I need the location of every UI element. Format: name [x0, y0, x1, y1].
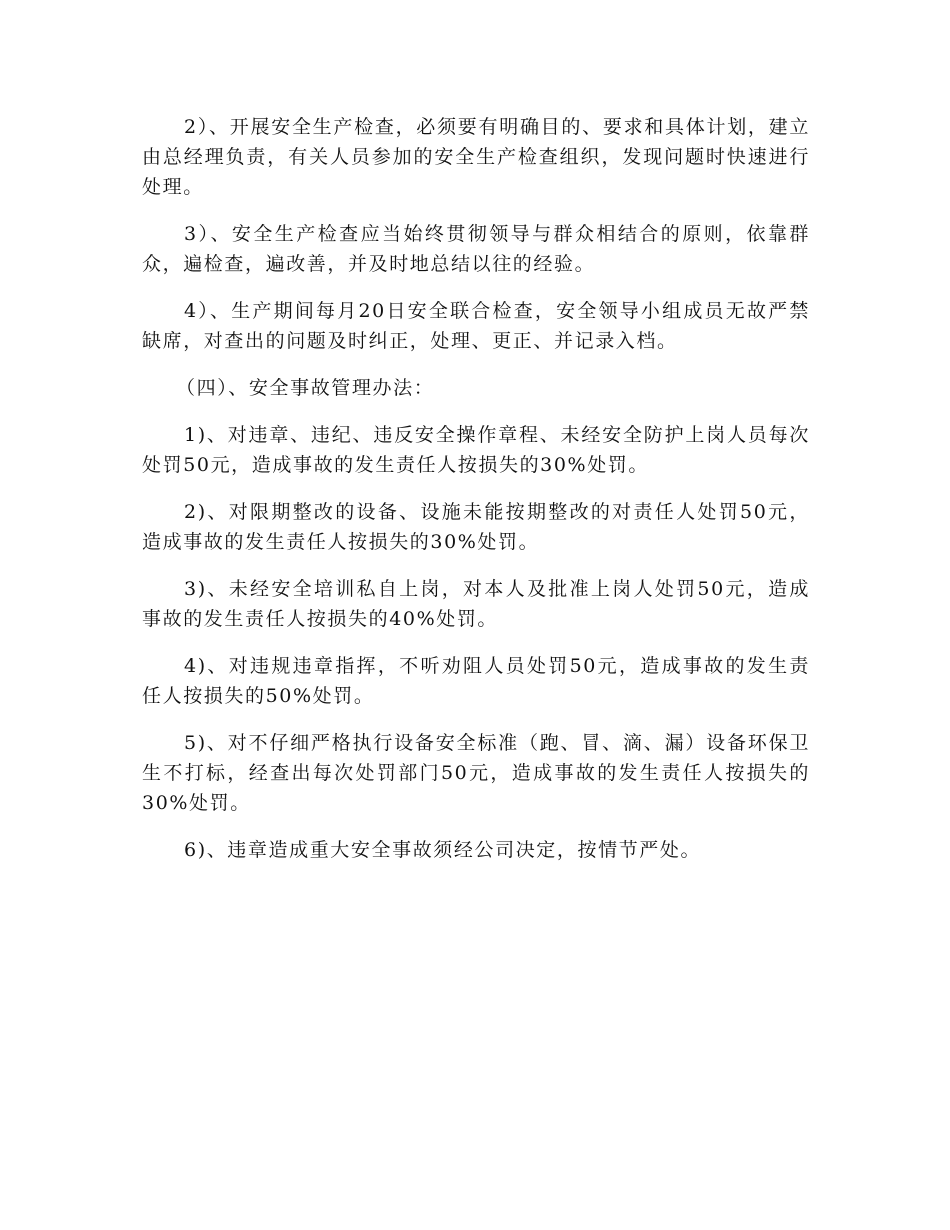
paragraph-penalty-untrained: 3)、未经安全培训私自上岗，对本人及批准上岗人处罚50元，造成事故的发生责任人按损失的40%处罚。: [142, 578, 810, 630]
document-body: [142, 112, 810, 882]
paragraph-penalty-command: 4)、对违规违章指挥，不听劝阻人员处罚50元，造成事故的发生责任人按损失的50%处罚。: [142, 655, 810, 707]
paragraph-inspection-plan: 2）、开展安全生产检查，必须要有明确目的、要求和具体计划，建立由总经理负责，有关人员参加的安全生产检查组织，发现问题时快速进行处理。: [142, 116, 810, 198]
section-heading-accident-management: （四）、安全事故管理办法：: [176, 377, 435, 399]
paragraph-monthly-joint-inspection: 4）、生产期间每月20日安全联合检查，安全领导小组成员无故严禁缺席，对查出的问题及时纠正，处理、更正、并记录入档。: [142, 300, 810, 352]
paragraph-inspection-principle: 3）、安全生产检查应当始终贯彻领导与群众相结合的原则，依靠群众，遍检查，遍改善，并及时地总结以往的经验。: [142, 223, 810, 275]
paragraph-penalty-violation: 1)、对违章、违纪、违反安全操作章程、未经安全防护上岗人员每次处罚50元，造成事故的发生责任人按损失的30%处罚。: [142, 424, 810, 476]
paragraph-penalty-equipment: 5)、对不仔细严格执行设备安全标准（跑、冒、滴、漏）设备环保卫生不打标，经查出每次处罚部门50元，造成事故的发生责任人按损失的30%处罚。: [142, 732, 810, 814]
paragraph-penalty-rectification: 2)、对限期整改的设备、设施未能按期整改的对责任人处罚50元，造成事故的发生责任人按损失的30%处罚。: [142, 501, 810, 553]
paragraph-major-accident: 6)、违章造成重大安全事故须经公司决定，按情节严处。: [184, 839, 702, 861]
